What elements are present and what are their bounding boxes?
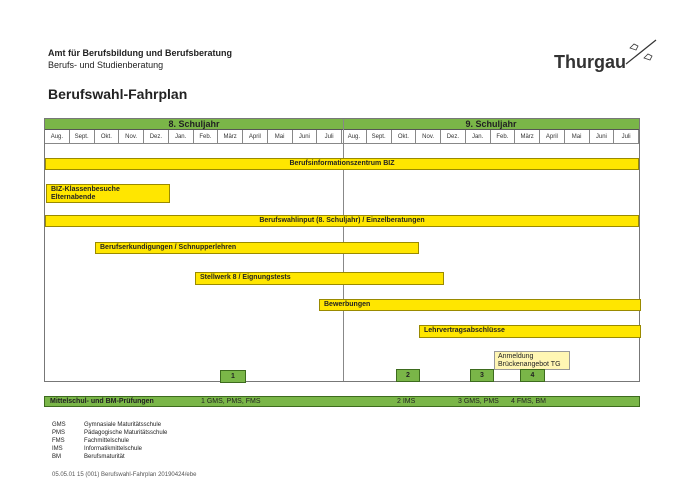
bar-lehrvertrag: Lehrvertragsabschlüsse (419, 325, 641, 338)
brand-name: Thurgau (554, 52, 626, 72)
month-cell: Juni (293, 130, 318, 144)
month-cell: März (218, 130, 243, 144)
exam-marker-1: 1 (220, 370, 246, 383)
legend-row (52, 446, 252, 454)
month-cell: Okt. (392, 130, 417, 144)
month-cell: März (515, 130, 540, 144)
bar-berufswahlinput: Berufswahlinput (8. Schuljahr) / Einzelberatungen (45, 215, 639, 227)
legend-row (52, 454, 252, 462)
document-reference: 05.05.01 15 (001) Berufswahl-Fahrplan 20190424/ebe (52, 472, 197, 478)
month-cell: Okt. (95, 130, 120, 144)
exam-summary-bar (44, 396, 640, 407)
bar-biz: Berufsinformationszentrum BIZ (45, 158, 639, 170)
legend-row (52, 438, 252, 446)
month-cell: Feb. (194, 130, 219, 144)
org-department: Berufs- und Studienberatung (48, 60, 164, 70)
exam-marker-4: 4 (520, 369, 545, 382)
legend-abbreviation: PMS (52, 430, 66, 436)
legend-abbreviation: IMS (52, 446, 63, 452)
note-brueckenangebot (494, 351, 570, 370)
exam-marker-3: 3 (470, 369, 494, 382)
legend-row (52, 430, 252, 438)
year-header-9: 9. Schuljahr (343, 119, 639, 130)
legend-description: Fachmittelschule (84, 438, 130, 444)
bar-bewerbungen: Bewerbungen (319, 299, 641, 311)
month-cell: Mai (565, 130, 590, 144)
month-cell: Aug. (45, 130, 70, 144)
bar-berufserkundigungen: Berufserkundigungen / Schnupperlehren (95, 242, 419, 254)
year-header-8: 8. Schuljahr (45, 119, 343, 130)
legend-abbreviation: BM (52, 454, 61, 460)
month-cell: Sept. (367, 130, 392, 144)
month-cell: Nov. (119, 130, 144, 144)
month-cell: Juni (590, 130, 615, 144)
month-cell: Juli (317, 130, 342, 144)
month-cell: Jan. (169, 130, 194, 144)
month-cell: Mai (268, 130, 293, 144)
month-cell: Dez. (441, 130, 466, 144)
legend-description: Gymnasiale Maturitätsschule (84, 422, 162, 428)
month-cell: Nov. (416, 130, 441, 144)
exam-summary-4: 4 FMS, BM (511, 398, 547, 405)
legend-description: Informatikmittelschule (84, 446, 143, 452)
page-title: Berufswahl-Fahrplan (48, 86, 188, 102)
bar-klassenbesuche (46, 184, 170, 203)
month-cell: Sept. (70, 130, 95, 144)
legend-abbreviation: FMS (52, 438, 65, 444)
exam-summary-2: 2 IMS (397, 398, 416, 405)
legend-row (52, 422, 252, 430)
exam-marker-2: 2 (396, 369, 420, 382)
note-line1: Anmeldung (498, 353, 534, 360)
month-cell: Aug. (342, 130, 367, 144)
month-cell: Dez. (144, 130, 169, 144)
legend-description: Berufsmaturität (84, 454, 125, 460)
month-cell: Juli (614, 130, 639, 144)
bar-klassenbesuche-line2: Elternabende (51, 194, 96, 201)
month-cell: Jan. (466, 130, 491, 144)
bar-klassenbesuche-line1: BIZ-Klassenbesuche (51, 186, 120, 193)
note-line2: Brückenangebot TG (498, 361, 561, 368)
exam-summary-label: Mittelschul- und BM-Prüfungen (50, 398, 154, 405)
month-cell: April (540, 130, 565, 144)
legend-description: Pädagogische Maturitätsschule (84, 430, 168, 436)
exam-summary-1: 1 GMS, PMS, FMS (201, 398, 261, 405)
bar-stellwerk: Stellwerk 8 / Eignungstests (195, 272, 444, 285)
org-name: Amt für Berufsbildung und Berufsberatung (48, 48, 232, 58)
thurgau-crest-icon (624, 38, 658, 66)
legend-abbreviation: GMS (52, 422, 66, 428)
month-cell: Feb. (491, 130, 516, 144)
exam-summary-3: 3 GMS, PMS (458, 398, 499, 405)
month-cell: April (243, 130, 268, 144)
